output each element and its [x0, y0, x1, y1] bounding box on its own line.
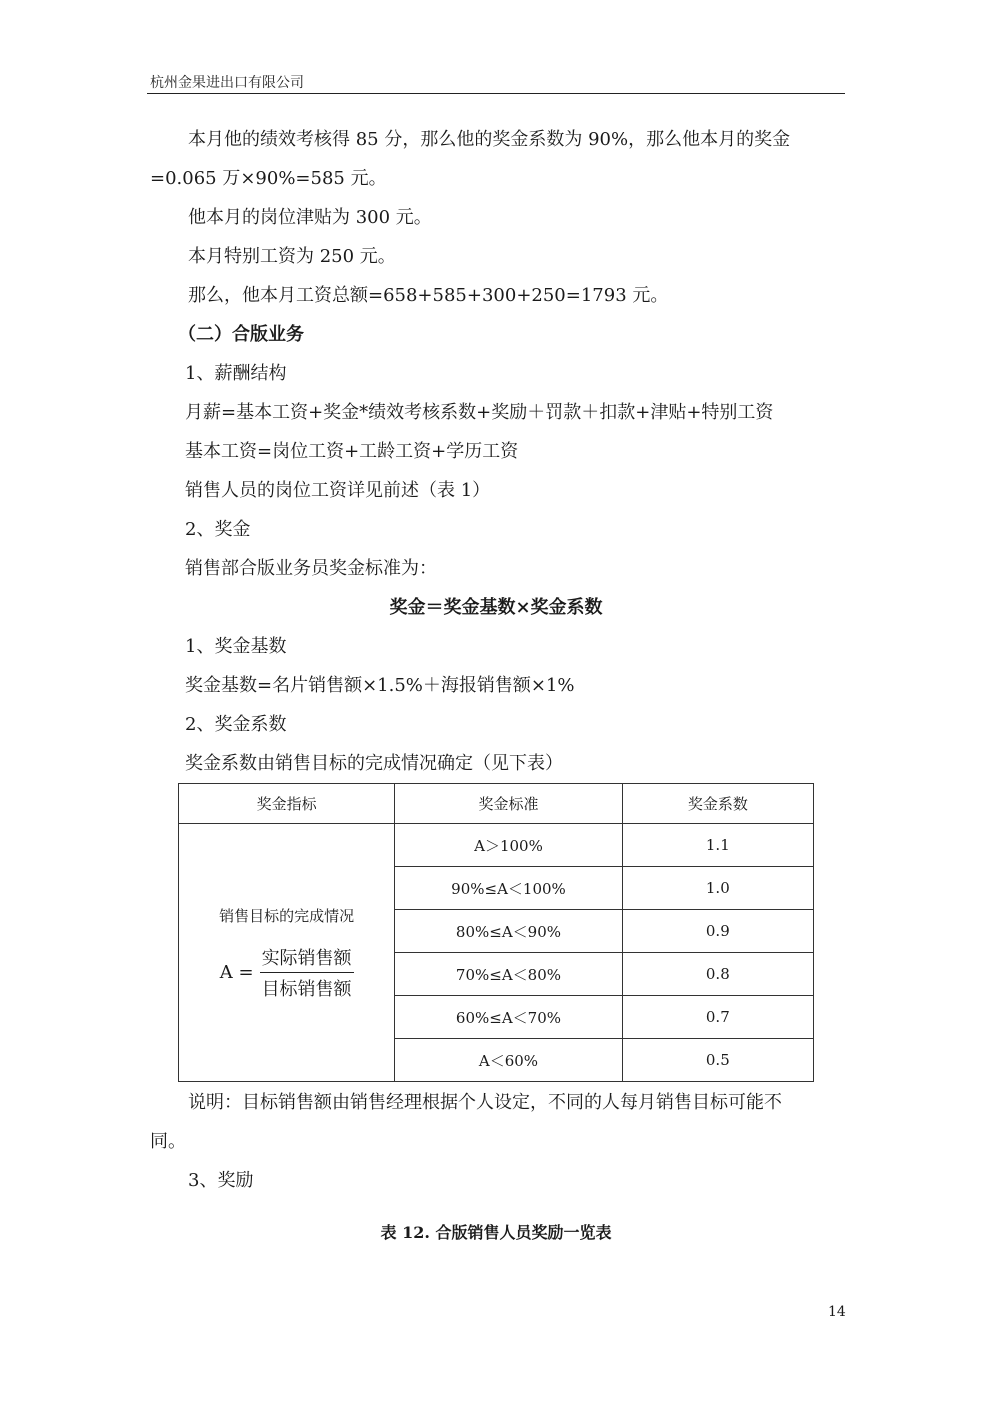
page-number: 14	[828, 1304, 846, 1320]
coefficient-cell: 1.0	[622, 867, 813, 910]
standard-cell: 80%≤A＜90%	[395, 910, 622, 953]
formula-numerator: 实际销售额	[260, 944, 354, 973]
subheading-rewards: 3、奖励	[188, 1170, 254, 1191]
formula-denominator: 目标销售额	[261, 978, 352, 1000]
table-header-indicator: 奖金指标	[179, 784, 395, 824]
indicator-merged-cell	[179, 824, 395, 1082]
subheading-bonus-base: 1、奖金基数	[185, 636, 287, 657]
bonus-coefficient-table	[178, 783, 814, 1082]
coefficient-cell: 1.1	[622, 824, 813, 867]
standard-cell: A＞100%	[395, 824, 622, 867]
table-header-standard: 奖金标准	[395, 784, 622, 824]
header-divider	[147, 93, 845, 94]
table-row	[179, 824, 814, 867]
subheading-bonus-coefficient: 2、奖金系数	[185, 714, 287, 735]
standard-cell: 70%≤A＜80%	[395, 953, 622, 996]
table-header-coefficient: 奖金系数	[622, 784, 813, 824]
paragraph-bonus-standard-intro: 销售部合版业务员奖金标准为：	[185, 558, 437, 579]
paragraph-note-cont: 同。	[150, 1131, 186, 1152]
section-heading-combined-printing: （二）合版业务	[178, 324, 304, 345]
paragraph-post-allowance: 他本月的岗位津贴为 300 元。	[188, 207, 432, 228]
paragraph-bonus-base-formula: 奖金基数=名片销售额×1.5%＋海报销售额×1%	[185, 675, 575, 696]
bonus-main-formula: 奖金＝奖金基数×奖金系数	[389, 597, 603, 618]
coefficient-cell: 0.9	[622, 910, 813, 953]
formula-lhs: A =	[219, 961, 254, 983]
paragraph-note: 说明：目标销售额由销售经理根据个人设定，不同的人每月销售目标可能不	[188, 1092, 782, 1113]
paragraph-bonus-calc: 本月他的绩效考核得 85 分，那么他的奖金系数为 90%，那么他本月的奖金	[188, 129, 791, 150]
coefficient-cell: 0.5	[622, 1039, 813, 1082]
coefficient-cell: 0.8	[622, 953, 813, 996]
formula-fraction	[260, 944, 354, 1001]
standard-cell: 90%≤A＜100%	[395, 867, 622, 910]
table-header-row	[179, 784, 814, 824]
paragraph-coefficient-intro: 奖金系数由销售目标的完成情况确定（见下表）	[185, 753, 563, 774]
paragraph-special-wage: 本月特别工资为 250 元。	[188, 246, 396, 267]
standard-cell: 60%≤A＜70%	[395, 996, 622, 1039]
table-12-caption: 表 12. 合版销售人员奖励一览表	[380, 1223, 612, 1242]
standard-cell: A＜60%	[395, 1039, 622, 1082]
coefficient-cell: 0.7	[622, 996, 813, 1039]
subheading-bonus: 2、奖金	[185, 519, 251, 540]
indicator-label: 销售目标的完成情况	[219, 906, 355, 925]
completion-ratio-formula	[220, 944, 354, 1001]
paragraph-monthly-salary-formula: 月薪=基本工资+奖金*绩效考核系数+奖励＋罚款＋扣款+津贴+特别工资	[185, 402, 774, 423]
paragraph-bonus-calc-cont: =0.065 万×90%=585 元。	[150, 168, 387, 189]
page-header-company: 杭州金果进出口有限公司	[150, 75, 304, 91]
paragraph-post-wage-reference: 销售人员的岗位工资详见前述（表 1）	[185, 480, 491, 501]
paragraph-base-wage-formula: 基本工资=岗位工资+工龄工资+学历工资	[185, 441, 519, 462]
paragraph-total-wage: 那么，他本月工资总额=658+585+300+250=1793 元。	[188, 285, 669, 306]
subheading-salary-structure: 1、薪酬结构	[185, 363, 287, 384]
